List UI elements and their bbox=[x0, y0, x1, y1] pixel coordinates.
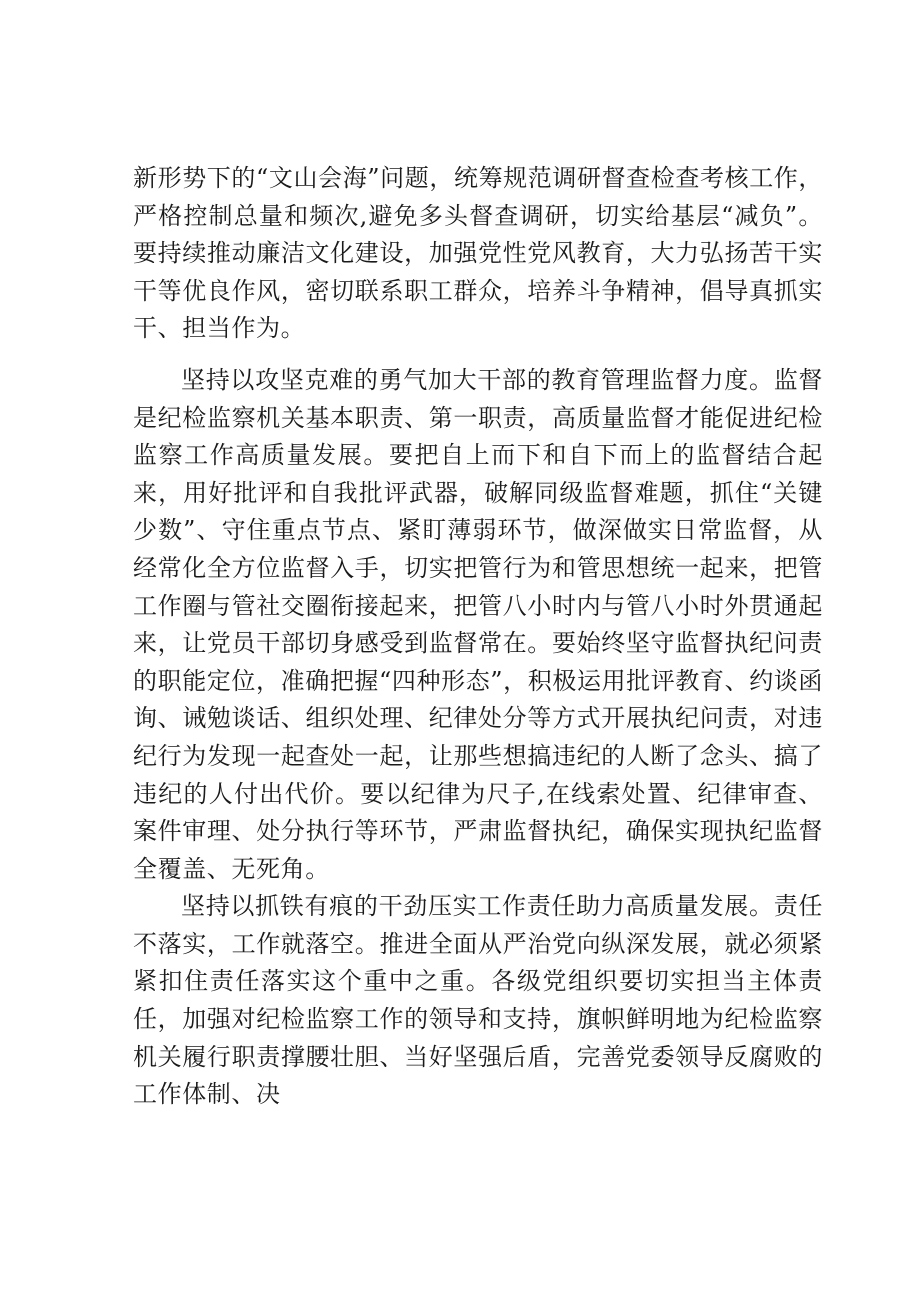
document-body bbox=[133, 160, 823, 1114]
paragraph-supervision: 坚持以攻坚克难的勇气加大干部的教育管理监督力度。监督是纪检监察机关基本职责、第一职责，高质量监督才能促进纪检监察工作高质量发展。要把自上而下和自下而上的监督结合起来，用好批评和自我批评武器，破解同级监督难题，抓住“关键少数”、守住重点节点、紧盯薄弱环节，做深做实日常监督，从经常化全方位监督入手，切实把管行为和管思想统一起来，把管工作圈与管社交圈衔接起来，把管八小时内与管八小时外贯通起来，让党员干部切身感受到监督常在。要始终坚守监督执纪问责的职能定位，准确把握“四种形态”，积极运用批评教育、约谈函询、诫勉谈话、组织处理、纪律处分等方式开展执纪问责，对违纪行为发现一起查处一起，让那些想搞违纪的人断了念头、搞了违纪的人付出代价。要以纪律为尺子,在线索处置、纪律审查、案件审理、处分执行等环节，严肃监督执纪，确保实现执纪监督全覆盖、无死角。 bbox=[133, 365, 823, 883]
paragraph-continued: 新形势下的“文山会海”问题，统筹规范调研督查检查考核工作，严格控制总量和频次,避免多头督查调研，切实给基层“减负”。要持续推动廉洁文化建设，加强党性党风教育，大力弘扬苦干实干等优良作风，密切联系职工群众，培养斗争精神，倡导真抓实干、担当作为。 bbox=[133, 164, 823, 343]
paragraph-responsibility: 坚持以抓铁有痕的干劲压实工作责任助力高质量发展。责任不落实，工作就落空。推进全面从严治党向纵深发展，就必须紧紧扣住责任落实这个重中之重。各级党组织要切实担当主体责任，加强对纪检监察工作的领导和支持，旗帜鲜明地为纪检监察机关履行职责撑腰壮胆、当好坚强后盾，完善党委领导反腐败的工作体制、决 bbox=[133, 892, 823, 1109]
